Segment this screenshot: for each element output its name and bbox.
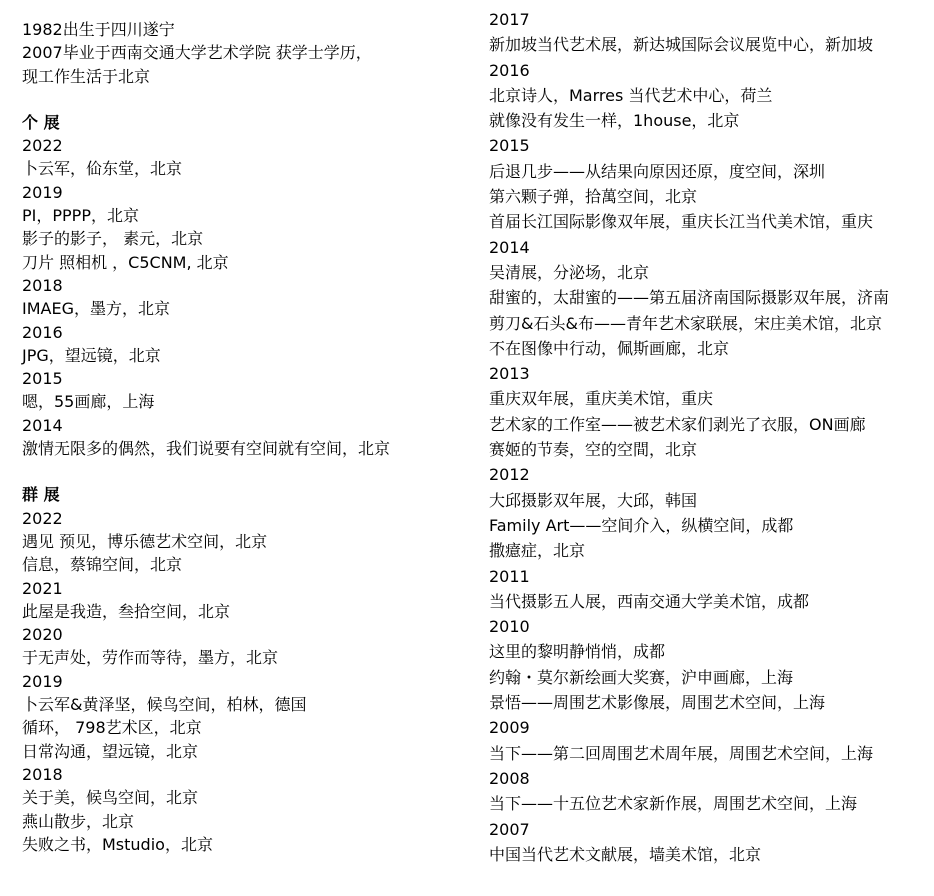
bio-line: 2007毕业于西南交通大学艺术学院 获学士学历，: [22, 43, 372, 63]
group-entry: 于无声处，劳作而等待，墨方，北京: [22, 648, 279, 668]
group-entry: 吴清展，分泌场，北京: [489, 262, 650, 282]
bio-line: 现工作生活于北京: [22, 66, 151, 86]
group-entry: 重庆双年展，重庆美术馆，重庆: [489, 389, 714, 409]
group-entry: 关于美，候鸟空间，北京: [22, 788, 199, 808]
group-entry: 北京诗人，Marres 当代艺术中心，荷兰: [489, 85, 773, 105]
group-entry: Family Art——空间介入，纵横空间，成都: [489, 515, 794, 535]
group-entry: 2009: [489, 718, 530, 738]
group-entry: 艺术家的工作室——被艺术家们剥光了衣服，ON画廊: [489, 414, 866, 434]
group-entry: 信息，蔡锦空间，北京: [22, 555, 183, 575]
spacer: [22, 88, 472, 111]
solo-entry: PI，PPPP，北京: [22, 206, 139, 226]
group-entry: 2011: [489, 566, 530, 586]
group-entry: 2013: [489, 364, 530, 384]
group-entry: 2007: [489, 819, 530, 839]
group-entry: 赛姬的节奏，空的空間，北京: [489, 440, 698, 460]
group-entry: 日常沟通，望远镜，北京: [22, 741, 199, 761]
group-entry: 2014: [489, 237, 530, 257]
group-entry: 2022: [22, 508, 63, 528]
solo-entry: 2014: [22, 415, 63, 435]
solo-entry: 影子的影子， 素元，北京: [22, 229, 204, 249]
group-entry: 后退几步——从结果向原因还原，度空间，深圳: [489, 161, 826, 181]
group-entry: 当代摄影五人展，西南交通大学美术馆，成都: [489, 591, 810, 611]
spacer: [22, 460, 472, 483]
right-column: [489, 0, 929, 867]
solo-entry: JPG，望远镜，北京: [22, 345, 161, 365]
solo-entry: 2022: [22, 136, 63, 156]
group-entry: 此屋是我造，叁拾空间，北京: [22, 601, 231, 621]
group-exhibitions-heading: 群 展: [22, 485, 60, 505]
group-entry: 2017: [489, 10, 530, 29]
group-entry: 2021: [22, 578, 63, 598]
group-entry: 当下——第二回周围艺术周年展，周围艺术空间，上海: [489, 743, 874, 763]
group-entry: 2008: [489, 768, 530, 788]
solo-entry: 刀片 照相机 ，C5CNM, 北京: [22, 252, 229, 272]
solo-entry: 卜云军，佡东堂，北京: [22, 159, 183, 179]
group-entry: 大邱摄影双年展，大邱，韩国: [489, 490, 698, 510]
group-entry: 就像没有发生一样，1house，北京: [489, 111, 740, 131]
group-entry: 甜蜜的，太甜蜜的——第五届济南国际摄影双年展，济南: [489, 288, 890, 308]
group-entry: 燕山散步，北京: [22, 811, 135, 831]
solo-entry: 嗯，55画廊，上海: [22, 392, 155, 412]
solo-entry: 2019: [22, 182, 63, 202]
group-exhibitions-section: [22, 483, 472, 856]
bio-line: 1982出生于四川遂宁: [22, 20, 175, 39]
group-entry: 剪刀&石头&布——青年艺术家联展，宋庄美术馆，北京: [489, 313, 882, 333]
group-entry: 循环， 798艺术区，北京: [22, 718, 202, 738]
group-entry: 2016: [489, 60, 530, 80]
group-entry: 失败之书，Mstudio，北京: [22, 834, 213, 854]
group-entry: 不在图像中行动，佩斯画廊，北京: [489, 338, 730, 358]
solo-exhibitions-heading: 个 展: [22, 112, 60, 132]
left-column: [22, 0, 472, 856]
group-entry: 这里的黎明静悄悄，成都: [489, 642, 666, 662]
solo-exhibitions-section: [22, 111, 472, 460]
solo-entry: IMAEG，墨方，北京: [22, 299, 170, 319]
solo-entry: 2015: [22, 369, 63, 389]
solo-entry: 2018: [22, 275, 63, 295]
group-entry: 新加坡当代艺术展，新达城国际会议展览中心，新加坡: [489, 35, 874, 55]
group-entry: 2019: [22, 671, 63, 691]
group-entry: 中国当代艺术文献展，墙美术馆，北京: [489, 844, 762, 864]
group-entry: 2018: [22, 764, 63, 784]
group-entry: 撒癔症，北京: [489, 541, 586, 561]
group-entry: 2010: [489, 617, 530, 637]
group-entry: 当下——十五位艺术家新作展，周围艺术空间，上海: [489, 794, 858, 814]
group-entry: 首届长江国际影像双年展，重庆长江当代美术馆，重庆: [489, 212, 874, 232]
group-entry: 景悟——周围艺术影像展，周围艺术空间，上海: [489, 693, 826, 713]
group-entry: 遇见 预见，博乐德艺术空间，北京: [22, 531, 268, 551]
group-exhibitions-continued: [489, 0, 929, 867]
group-entry: 2012: [489, 465, 530, 485]
solo-entry: 激情无限多的偶然，我们说要有空间就有空间，北京: [22, 439, 391, 459]
group-entry: 2020: [22, 625, 63, 645]
group-entry: 2015: [489, 136, 530, 156]
group-entry: 卜云军&黄泽坚，候鸟空间，柏林，德国: [22, 695, 307, 715]
solo-entry: 2016: [22, 322, 63, 342]
group-entry: 第六颗子弹，拾萬空间，北京: [489, 187, 698, 207]
bio-section: [22, 0, 472, 88]
group-entry: 约翰・莫尔新绘画大奖赛，沪申画廊，上海: [489, 667, 794, 687]
